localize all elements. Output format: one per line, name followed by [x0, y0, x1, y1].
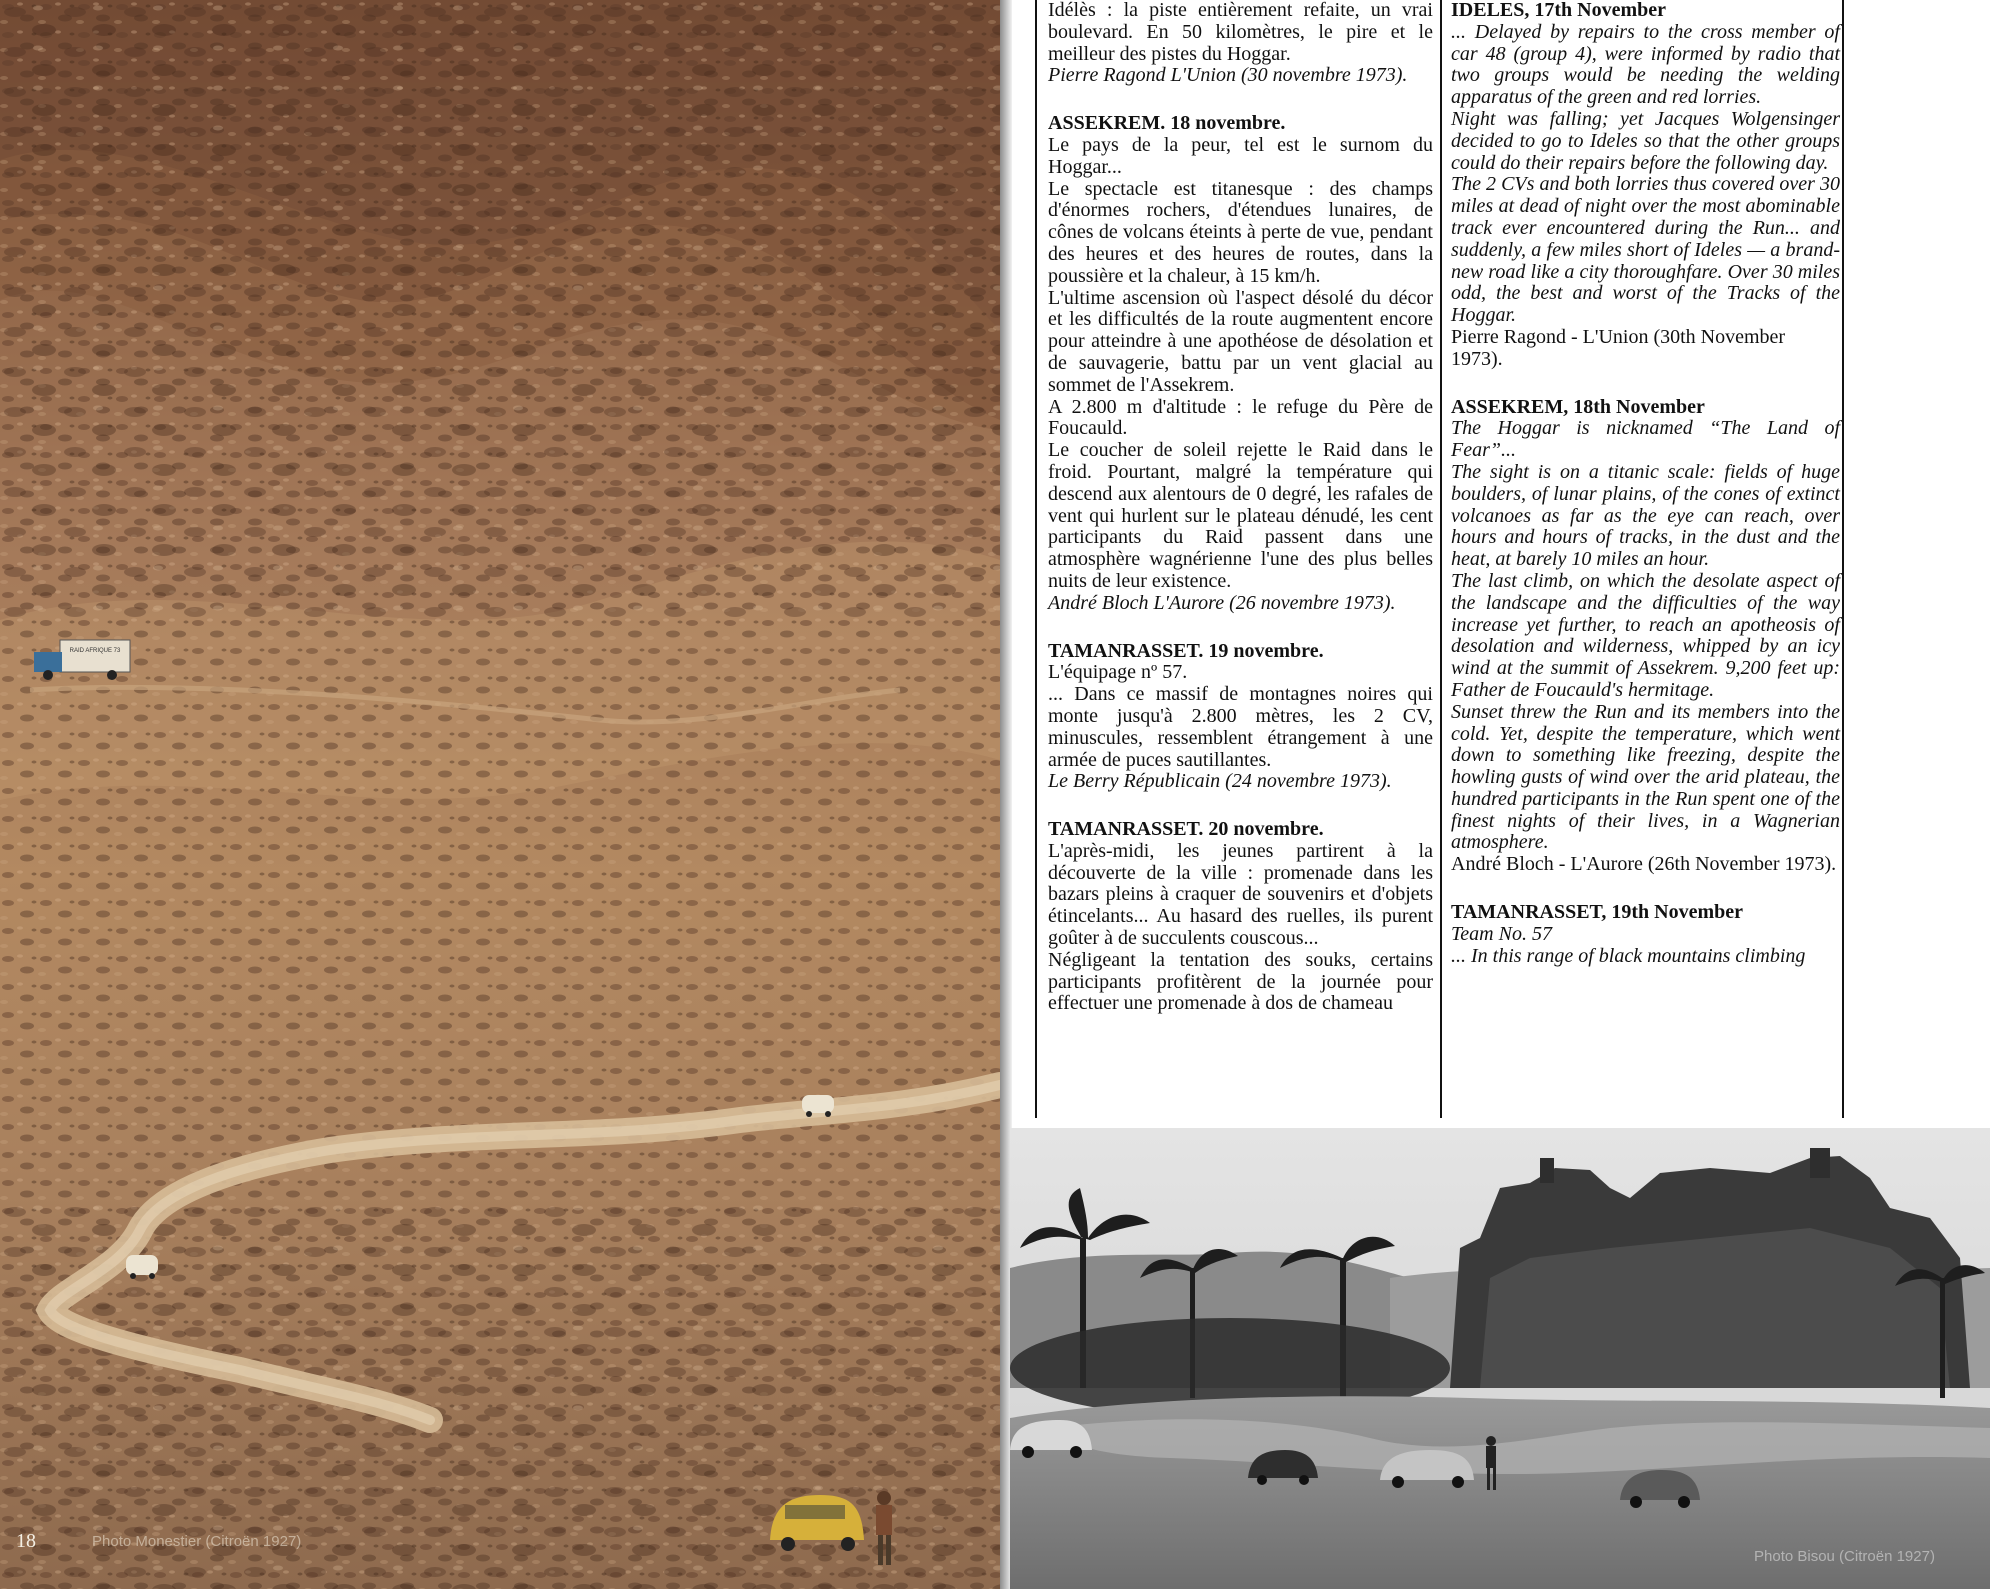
paragraph: Le spectacle est titanesque : des champs d'énormes rochers, d'étendues lunaires, de cônes de volcans éteints à perte de vue, pendant des heures et des heures de routes, dans la poussière et la chaleur, à 15 km/h. — [1048, 177, 1433, 287]
section-heading: ASSEKREM, 18th November — [1451, 395, 1705, 418]
paragraph: The sight is on a titanic scale: fields of huge boulders, of lunar plains, of the cones of extinct volcanoes as far as the eye can reach, over hours and hours of tracks, in the dust and the heat, at barely 10 miles an hour. — [1451, 460, 1840, 571]
section-tamanrasset-19-en — [1451, 902, 1840, 967]
paragraph: The Hoggar is nicknamed “The Land of Fear”... — [1451, 417, 1840, 462]
column-rule-right — [1842, 0, 1844, 1118]
paragraph: L'après-midi, les jeunes partirent à la découverte de la ville : promenade dans les bazars pleins à craquer de souvenirs et d'objets étincelants... Au hasard des ruelles, ils purent goûter à de succulents couscous... — [1048, 839, 1433, 950]
paragraph: Sunset threw the Run and its members into the cold. Yet, despite the temperature, which went down to something like freezing, despite the howling gusts of wind over the arid plateau, the hundred participants in the Run spent one of the finest nights of their lives, in a Wagnerian atmosphere. — [1451, 700, 1840, 854]
paragraph: A 2.800 m d'altitude : le refuge du Père de Foucauld. — [1048, 395, 1433, 440]
paragraph: ... Dans ce massif de montagnes noires qui monte jusqu'à 2.800 mètres, les 2 CV, minuscules, ressemblent étrangement à une armée de puces sautillantes. — [1048, 683, 1433, 771]
section-heading: ASSEKREM. 18 novembre. — [1048, 112, 1286, 135]
paragraph: Négligeant la tentation des souks, certains participants profitèrent de la journée pour effectuer une promenade à dos de chameau — [1048, 948, 1433, 1015]
section-tamanrasset-20-fr — [1048, 819, 1433, 1015]
section-source: André Bloch L'Aurore (26 novembre 1973). — [1048, 591, 1396, 614]
paragraph: Night was falling; yet Jacques Wolgensinger decided to go to Ideles so that the other groups could do their repairs before the following day. — [1451, 107, 1840, 174]
section-assekrem-fr — [1048, 113, 1433, 614]
intro-source: Pierre Ragond L'Union (30 novembre 1973). — [1048, 64, 1408, 87]
truck-sign: RAID AFRIQUE 73 — [69, 648, 121, 654]
column-rule-middle — [1440, 0, 1442, 1118]
section-ideles-en — [1451, 0, 1840, 371]
paragraph: ... In this range of black mountains climbing — [1451, 944, 1806, 967]
french-text-column — [1048, 0, 1433, 1118]
paragraph: L'ultime ascension où l'aspect désolé du décor et les difficultés de la route augmentent encore pour atteindre à une apothéose de désolation et de sauvagerie, battu par un vent glacial au sommet de l'Assekrem. — [1048, 286, 1433, 396]
paragraph: The last climb, on which the desolate aspect of the landscape and the difficulties of the way increase yet further, to reach an apotheosis of desolation and wilderness, whipped by an icy wind at the summit of Assekrem. 9,200 feet up: Father de Foucauld's hermitage. — [1451, 569, 1840, 701]
paragraph: Le coucher de soleil rejette le Raid dans le froid. Pourtant, malgré la température qui descend aux alentours de 0 degré, les rafales de vent qui hurlent sur le plateau dénudé, les cent participants du Raid passent dans une atmosphère wagnérienne l'une des plus belles nuits de leur existence. — [1048, 439, 1433, 592]
photo-credit-left: Photo Monestier (Citroën 1927) — [92, 1533, 302, 1550]
section-source: Le Berry Républicain (24 novembre 1973). — [1048, 770, 1392, 793]
page-number: 18 — [16, 1530, 36, 1552]
intro-section — [1048, 0, 1433, 87]
paragraph: Team No. 57 — [1451, 922, 1552, 945]
section-source: André Bloch - L'Aurore (26th November 1973). — [1451, 853, 1837, 876]
section-assekrem-en — [1451, 397, 1840, 877]
section-tamanrasset-19-fr — [1048, 641, 1433, 794]
paragraph: L'équipage nº 57. — [1048, 661, 1188, 684]
section-heading: IDELES, 17th November — [1451, 0, 1667, 21]
column-rule-left — [1035, 0, 1037, 1118]
section-source: Pierre Ragond - L'Union (30th November 1973). — [1451, 325, 1786, 370]
paragraph: Le pays de la peur, tel est le surnom du Hoggar... — [1048, 133, 1433, 178]
paragraph: The 2 CVs and both lorries thus covered over 30 miles at dead of night over the most abominable track ever encountered during the Run... and suddenly, a few miles short of Ideles — a brand-new road like a city thoroughfare. Over 30 miles odd, the best and worst of the Tracks of the Hoggar. — [1451, 173, 1840, 327]
english-text-column — [1451, 0, 1840, 1118]
ksar-ruins-photo — [1010, 1128, 1990, 1589]
section-heading: TAMANRASSET. 20 novembre. — [1048, 818, 1324, 841]
section-heading: TAMANRASSET, 19th November — [1451, 901, 1744, 924]
photo-credit-right: Photo Bisou (Citroën 1927) — [1754, 1548, 1935, 1565]
intro-paragraph: Idélès : la piste entièrement refaite, un vrai boulevard. En 50 kilomètres, le pire et le meilleur des pistes du Hoggar. — [1048, 0, 1433, 65]
section-heading: TAMANRASSET. 19 novembre. — [1048, 639, 1324, 662]
paragraph: ... Delayed by repairs to the cross member of car 48 (group 4), were informed by radio that two groups would be needing the welding apparatus of the green and red lorries. — [1451, 20, 1840, 109]
